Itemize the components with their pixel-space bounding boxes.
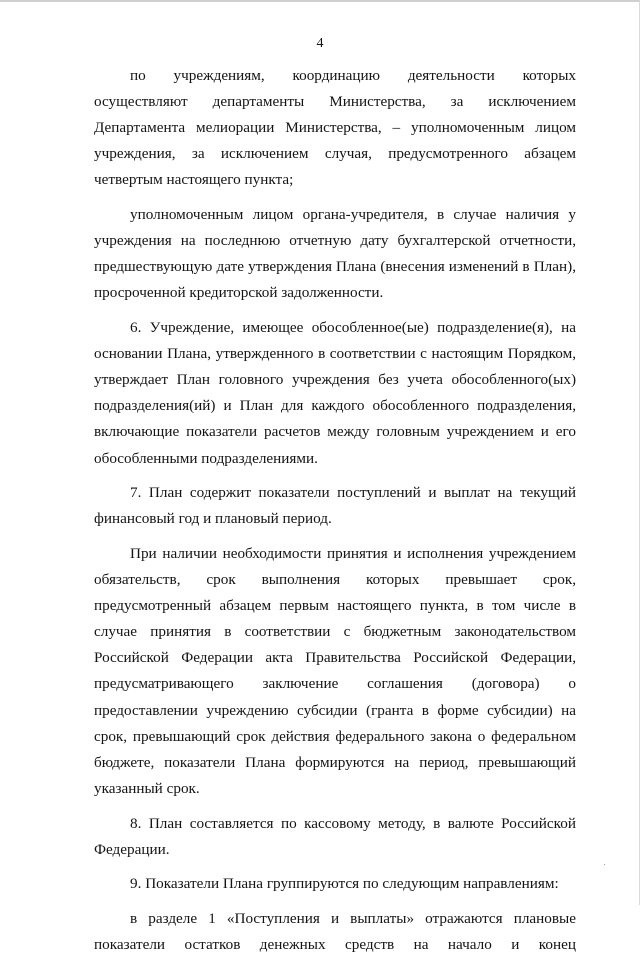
paragraph-section-1: в разделе 1 «Поступления и выплаты» отражаются плановые показатели остатков денежных средств на начало и конец [94,909,576,954]
paragraph-item-7-long-term: При наличии необходимости принятия и исполнения учреждением обязательств, срок выполнения которых превышает срок, предусмотренный абзацем первым настоящего пункта, в том числе в случае принятия в соответствии с бюджетным законодательством Российской Федерации акта Правительства Российской Федерации, предусматривающего заключение соглашения (договора) о предоставлении учреждению субсидии (гранта в форме субсидии) на срок, превышающий срок действия федерального закона о федеральном бюджете, показатели Плана формируются на период, превышающий указанный срок. [94,544,576,797]
paragraph-item-6: 6. Учреждение, имеющее обособленное(ые) подразделение(я), на основании Плана, утвержденного в соответствии с настоящим Порядком, утверждает План головного учреждения без учета обособленного(ых) подразделения(ий) и План для каждого обособленного подразделения, включающие показатели расчетов между головным учреждением и его обособленными подразделениями. [94,319,576,467]
scan-speck [604,864,605,865]
document-body [94,63,576,967]
paragraph-item-9: 9. Показатели Плана группируются по следующим направлениям: [130,875,559,893]
page-number: 4 [316,36,324,51]
paragraph-item-8: 8. План составляется по кассовому методу, в валюте Российской Федерации. [94,814,576,858]
paragraph-departments-signatory: по учреждениям, координацию деятельности которых осуществляют департаменты Министерства, за исключением Департамента мелиорации Министерства, – уполномоченным лицом учреждения, за исключением случая, предусмотренного абзацем четвертым настоящего пункта; [94,67,576,189]
paragraph-item-7: 7. План содержит показатели поступлений и выплат на текущий финансовый год и плановый период. [94,484,576,528]
paragraph-founder-signatory: уполномоченным лицом органа-учредителя, в случае наличия у учреждения на последнюю отчетную дату бухгалтерской отчетности, предшествующую дате утверждения Плана (внесения изменений в План), просроченной кредиторской задолженности. [94,206,576,302]
